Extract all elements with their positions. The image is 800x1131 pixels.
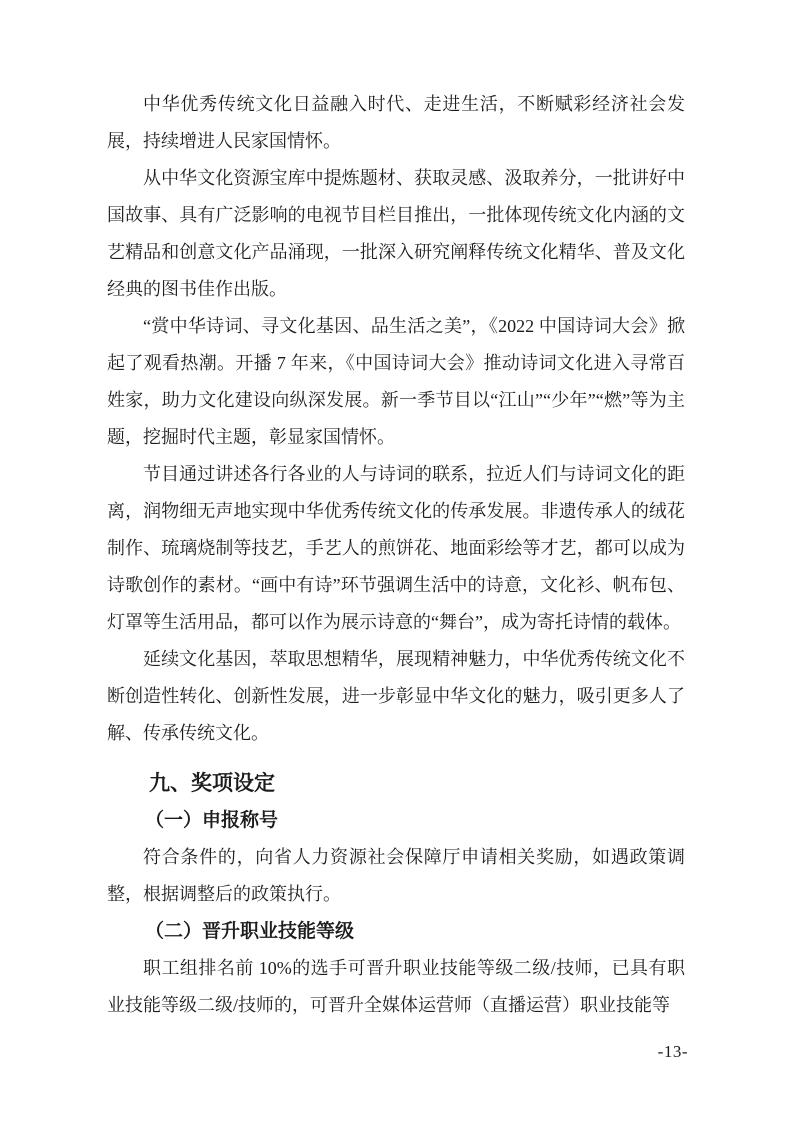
subsection-heading-title-application: （一）申报称号 <box>145 810 279 831</box>
document-body <box>107 86 685 1024</box>
body-paragraph: 延续文化基因，萃取思想精华，展现精神魅力，中华优秀传统文化不断创造性转化、创新性发展，进一步彰显中华文化的魅力，吸引更多人了解、传承传统文化。 <box>107 649 685 743</box>
body-paragraph: 从中华文化资源宝库中提炼题材、获取灵感、汲取养分，一批讲好中国故事、具有广泛影响的电视节目栏目推出，一批体现传统文化内涵的文艺精品和创意文化产品涌现，一批深入研究阐释传统文化精华、普及文化经典的图书佳作出版。 <box>107 168 685 299</box>
body-paragraph: 节目通过讲述各行各业的人与诗词的联系，拉近人们与诗词文化的距离，润物细无声地实现中华优秀传统文化的传承发展。非遗传承人的绒花制作、琉璃烧制等技艺，手艺人的煎饼花、地面彩绘等才艺，都可以成为诗歌创作的素材。“画中有诗”环节强调生活中的诗意，文化衫、帆布包、灯罩等生活用品，都可以作为展示诗意的“舞台”，成为寄托诗情的载体。 <box>107 464 685 632</box>
section-heading-awards: 九、奖项设定 <box>149 771 275 795</box>
page-number: -13- <box>657 1042 688 1061</box>
body-paragraph: 中华优秀传统文化日益融入时代、走进生活，不断赋彩经济社会发展，持续增进人民家国情怀。 <box>107 94 685 151</box>
body-paragraph: “赏中华诗词、寻文化基因、品生活之美”，《2022 中国诗词大会》掀起了观看热潮。开播 7 年来，《中国诗词大会》推动诗词文化进入寻常百姓家，助力文化建设向纵深发展。新一季节目以“江山”“少年”“燃”等为主题，挖掘时代主题，彰显家国情怀。 <box>107 316 685 447</box>
body-paragraph: 符合条件的，向省人力资源社会保障厅申请相关奖励，如遇政策调整，根据调整后的政策执行。 <box>107 847 685 904</box>
body-paragraph: 职工组排名前 10%的选手可晋升职业技能等级二级/技师，已具有职业技能等级二级/技师的，可晋升全媒体运营师（直播运营）职业技能等 <box>107 958 685 1015</box>
subsection-heading-skill-level-promotion: （二）晋升职业技能等级 <box>145 921 355 942</box>
